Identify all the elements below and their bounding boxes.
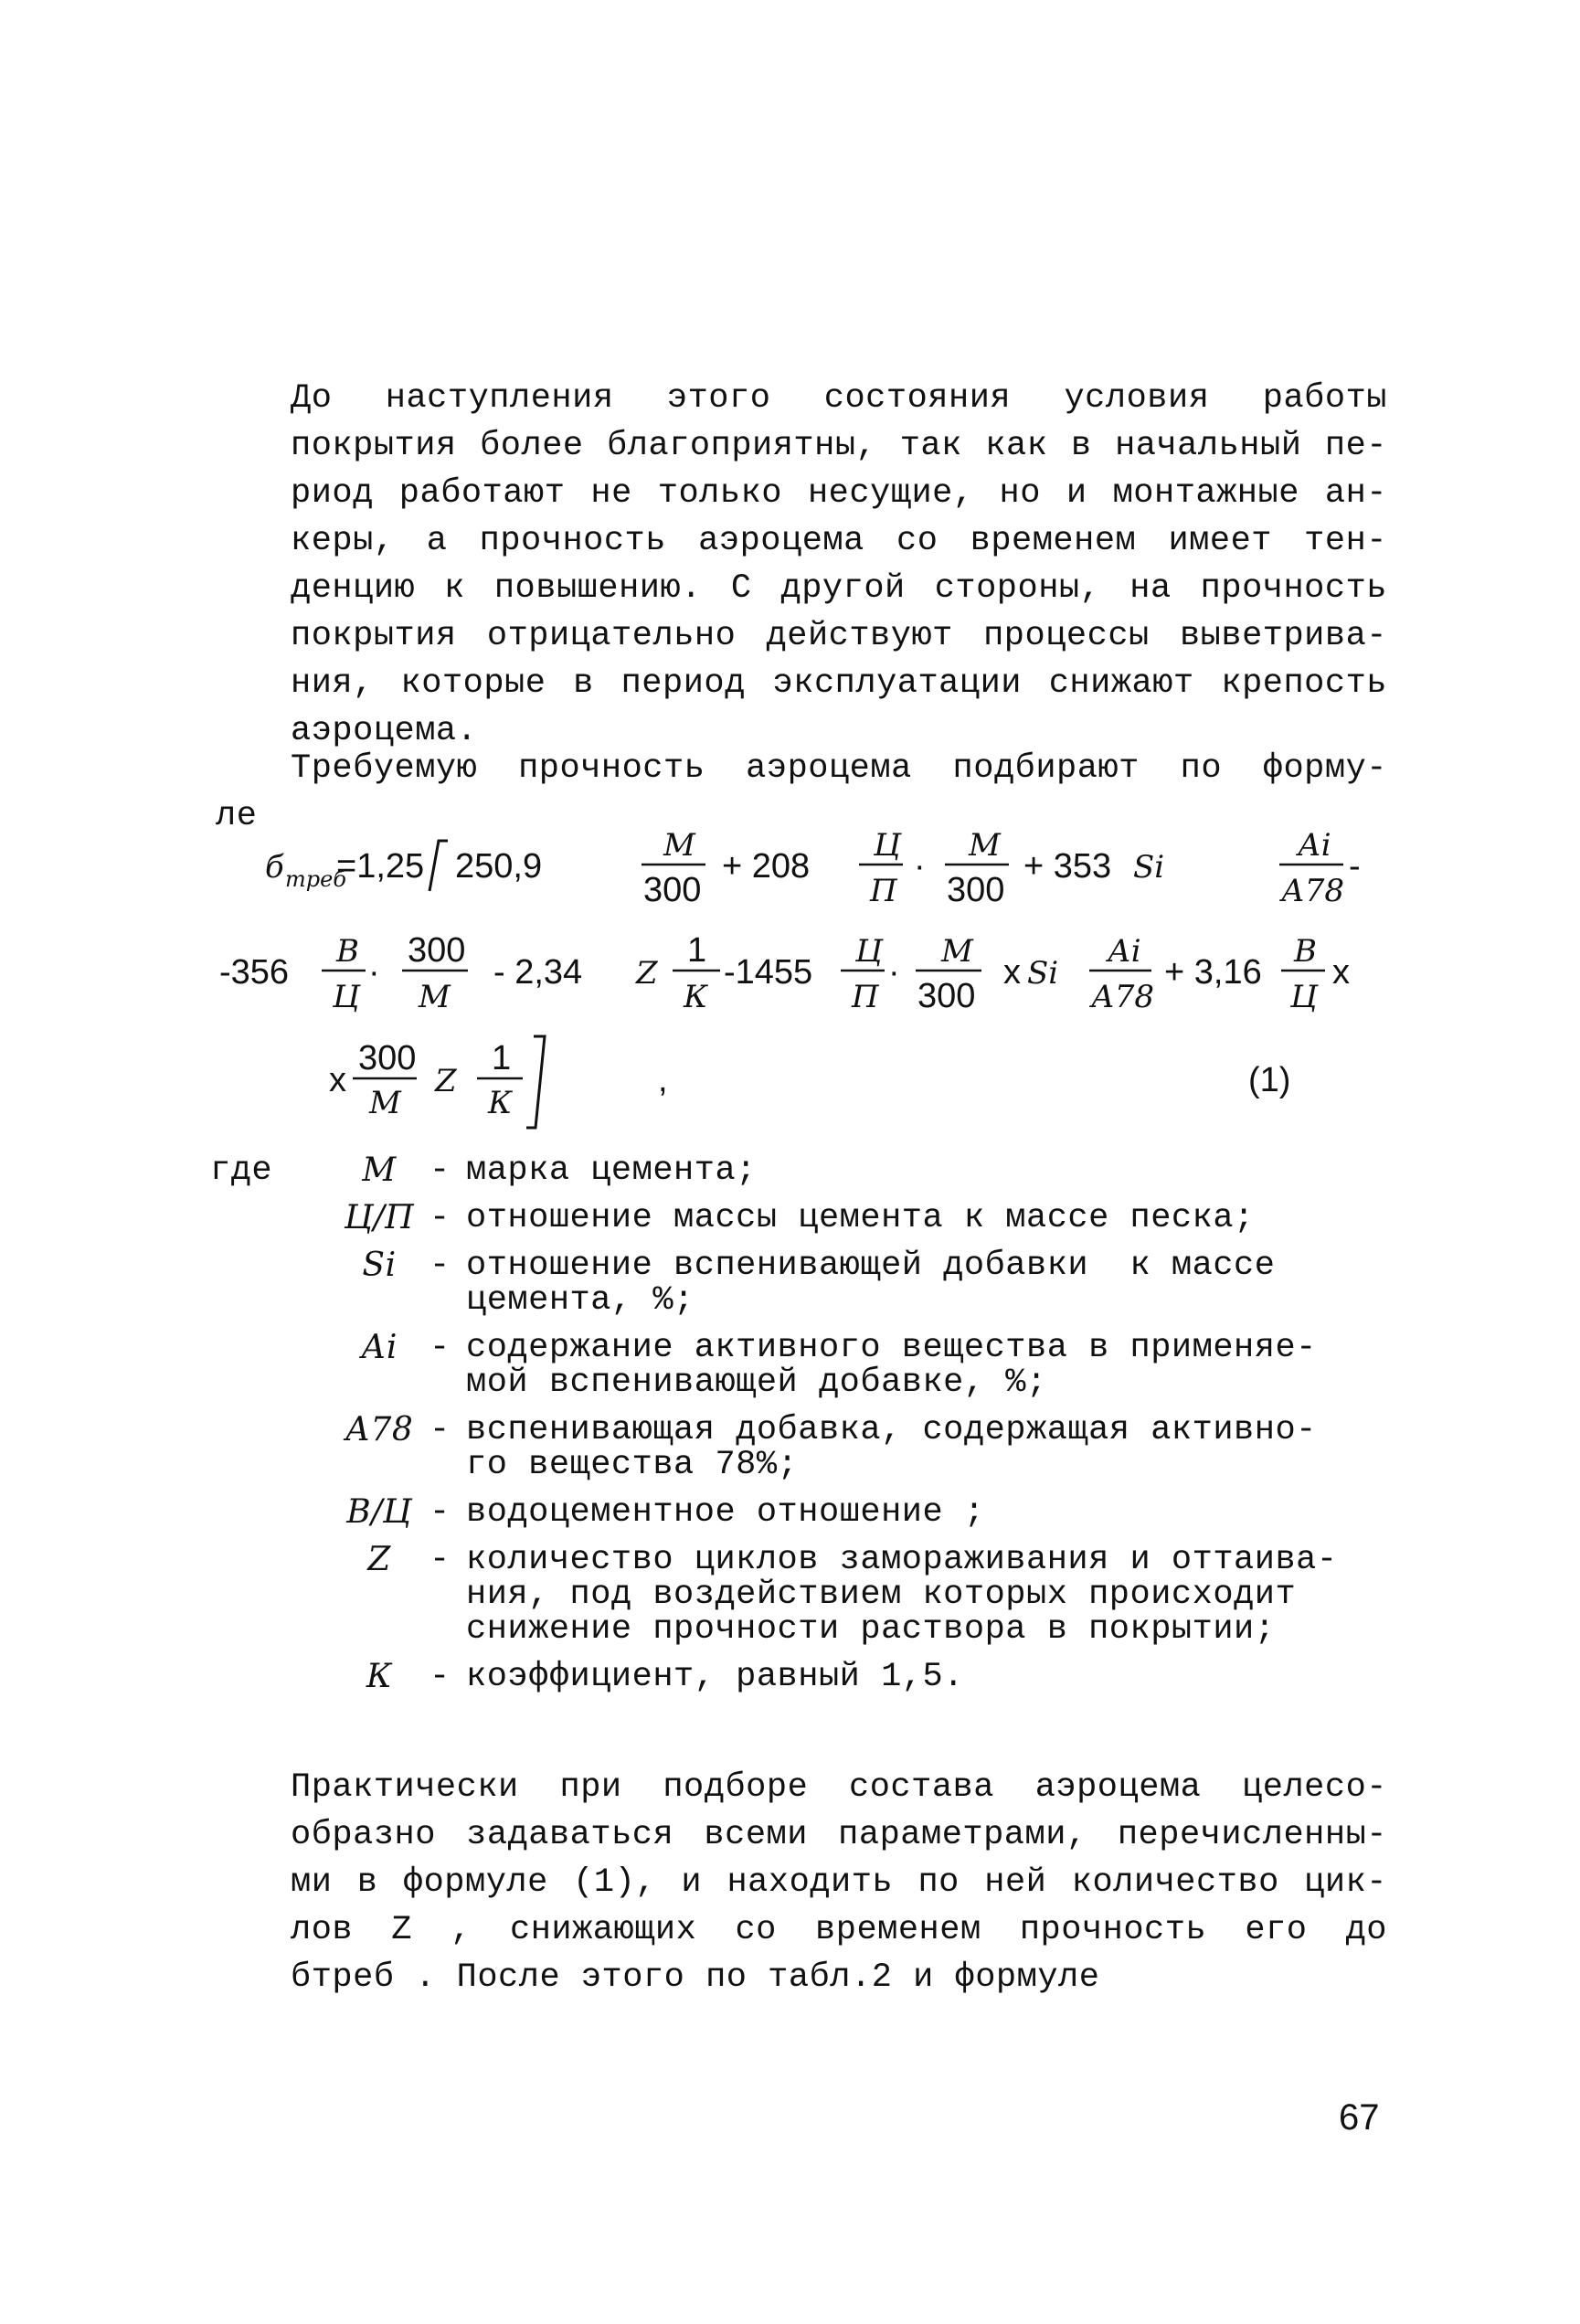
frac-den: 300 xyxy=(643,871,702,909)
page-number: 67 xyxy=(1339,2097,1380,2138)
text-line: денцию к повышению. С другой стороны, на прочность xyxy=(291,569,1387,608)
frac-den: К xyxy=(684,979,708,1015)
legend-desc xyxy=(466,1543,1398,1647)
formula-coef: + 353 xyxy=(1023,847,1112,886)
formula-op: · xyxy=(368,953,380,992)
bracket-close xyxy=(526,1036,545,1128)
formula-coef: - 2,34 xyxy=(493,953,583,992)
paragraph-3 xyxy=(291,1764,1387,2001)
frac-den: М xyxy=(419,979,451,1015)
text-line: лов Z , снижающих со временем прочность его до xyxy=(291,1911,1387,1949)
formula-op: · xyxy=(914,847,926,886)
legend-line: отношение вспенивающей добавки к массе xyxy=(466,1247,1276,1285)
frac-den: Ц xyxy=(1290,979,1318,1015)
legend-where: где xyxy=(210,1151,273,1190)
legend-desc xyxy=(466,1413,1398,1482)
formula-sym: Z xyxy=(435,1063,457,1099)
legend-item xyxy=(210,1248,1398,1318)
legend-symbol: Аi xyxy=(361,1329,398,1366)
legend-line: го вещества 78%; xyxy=(466,1446,799,1484)
formula-sym: Si xyxy=(1133,849,1165,886)
legend-item xyxy=(210,1153,1398,1188)
legend-dash: - xyxy=(429,1151,451,1190)
legend-line: отношение массы цемента к массе песка; xyxy=(466,1199,1255,1237)
formula-lhs-sub: треб xyxy=(285,866,346,892)
text-line: Практически при подборе состава аэроцема целесо- xyxy=(291,1768,1387,1807)
formula-op: · xyxy=(888,953,900,992)
frac-den: П xyxy=(852,979,879,1015)
legend-line: содержание активного вещества в применяе- xyxy=(466,1329,1317,1367)
legend-symbol: Z xyxy=(367,1541,391,1578)
legend-desc xyxy=(466,1331,1398,1400)
legend-desc xyxy=(466,1248,1398,1318)
frac-den: А78 xyxy=(1091,979,1155,1015)
legend-line: мой вспенивающей добавке, %; xyxy=(466,1364,1047,1402)
formula-coef: 250,9 xyxy=(455,847,543,886)
formula-sym: Z xyxy=(636,955,658,992)
frac-num: Ц xyxy=(874,827,901,864)
formula-op: х xyxy=(1332,953,1350,992)
legend-symbol: Ц/П xyxy=(344,1199,415,1236)
formula-1 xyxy=(219,822,1389,1133)
formula-lhs: б xyxy=(265,849,284,886)
legend-desc xyxy=(466,1495,1398,1530)
frac-num: М xyxy=(663,827,695,864)
frac-den: 300 xyxy=(947,871,1005,909)
legend-line: коэффициент, равный 1,5. xyxy=(466,1658,964,1696)
text-line: ле xyxy=(216,797,258,835)
legend xyxy=(210,1153,1398,1707)
formula-sym: Si xyxy=(1027,955,1059,992)
legend-dash: - xyxy=(429,1329,451,1367)
legend-symbol: М xyxy=(362,1151,397,1189)
text-line: покрытия более благоприятны, так как в начальный пе- xyxy=(291,427,1387,465)
formula-op: - xyxy=(1349,847,1361,886)
formula-op: х xyxy=(329,1061,346,1099)
formula-svg xyxy=(219,822,1389,1133)
frac-den: 300 xyxy=(917,977,976,1015)
frac-den: А78 xyxy=(1281,873,1345,909)
legend-line: цемента, %; xyxy=(466,1281,695,1320)
legend-desc xyxy=(466,1153,1398,1188)
legend-dash: - xyxy=(429,1411,451,1449)
legend-dash: - xyxy=(429,1541,451,1579)
formula-coef: -356 xyxy=(219,953,290,992)
legend-line: снижение прочности раствора в покрытии; xyxy=(466,1610,1276,1649)
legend-line: водоцементное отношение ; xyxy=(466,1493,985,1532)
paragraph-1 xyxy=(291,375,1387,755)
legend-item xyxy=(210,1413,1398,1482)
formula-coef: -1455 xyxy=(724,953,813,992)
frac-num: 300 xyxy=(358,1039,417,1077)
legend-symbol: К xyxy=(366,1658,393,1695)
legend-line: количество циклов замораживания и оттаива- xyxy=(466,1541,1338,1579)
frac-den: К xyxy=(488,1085,513,1121)
legend-desc xyxy=(466,1201,1398,1236)
legend-line: марка цемента; xyxy=(466,1151,757,1190)
frac-num: М xyxy=(969,827,1001,864)
legend-line: ния, под воздействием которых происходит xyxy=(466,1576,1297,1614)
frac-den: Ц xyxy=(333,979,360,1015)
legend-dash: - xyxy=(429,1493,451,1532)
bracket-open xyxy=(429,841,448,891)
text-line: риод работают не только несущие, но и монтажные ан- xyxy=(291,474,1387,513)
text-line: образно задаваться всеми параметрами, перечисленны- xyxy=(291,1816,1387,1854)
frac-den: П xyxy=(870,873,897,909)
formula-coef: + 3,16 xyxy=(1164,953,1262,992)
text-line: аэроцема. xyxy=(291,712,478,750)
text-line: ния, которые в период эксплуатации снижают крепость xyxy=(291,664,1387,703)
formula-coef: =1,25 xyxy=(336,847,425,886)
legend-symbol: Si xyxy=(362,1247,397,1284)
text-line: покрытия отрицательно действуют процессы выветрива- xyxy=(291,617,1387,655)
frac-num: Аi xyxy=(1108,933,1141,970)
legend-symbol: А78 xyxy=(345,1411,414,1449)
legend-item xyxy=(210,1660,1398,1694)
legend-item xyxy=(210,1201,1398,1236)
legend-item xyxy=(210,1543,1398,1647)
legend-symbol: В/Ц xyxy=(346,1493,412,1531)
frac-num: В xyxy=(1294,933,1317,970)
text-line: керы, а прочность аэроцема со временем имеет тен- xyxy=(291,522,1387,560)
text-line: бтреб . После этого по табл.2 и формуле xyxy=(291,1958,1100,1997)
frac-num: М xyxy=(941,933,973,970)
frac-num: 1 xyxy=(492,1039,512,1077)
frac-num: Аi xyxy=(1298,827,1331,864)
formula-number: (1) xyxy=(1248,1061,1291,1099)
formula-op: х xyxy=(1003,953,1021,992)
formula-coef: + 208 xyxy=(722,847,811,886)
frac-num: 1 xyxy=(687,931,707,970)
text-line: ми в формуле (1), и находить по ней количество цик- xyxy=(291,1863,1387,1902)
legend-item xyxy=(210,1331,1398,1400)
text-line: До наступления этого состояния условия работы xyxy=(291,379,1387,418)
legend-dash: - xyxy=(429,1247,451,1285)
legend-dash: - xyxy=(429,1199,451,1237)
frac-num: 300 xyxy=(408,931,466,970)
frac-den: М xyxy=(369,1085,401,1121)
text-line: Требуемую прочность аэроцема подбирают по форму- xyxy=(291,749,1387,788)
legend-item xyxy=(210,1495,1398,1530)
legend-line: вспенивающая добавка, содержащая активно- xyxy=(466,1411,1317,1449)
frac-num: Ц xyxy=(855,933,883,970)
legend-dash: - xyxy=(429,1658,451,1696)
frac-num: В xyxy=(336,933,359,970)
legend-desc xyxy=(466,1660,1398,1694)
formula-comma: , xyxy=(658,1061,668,1099)
